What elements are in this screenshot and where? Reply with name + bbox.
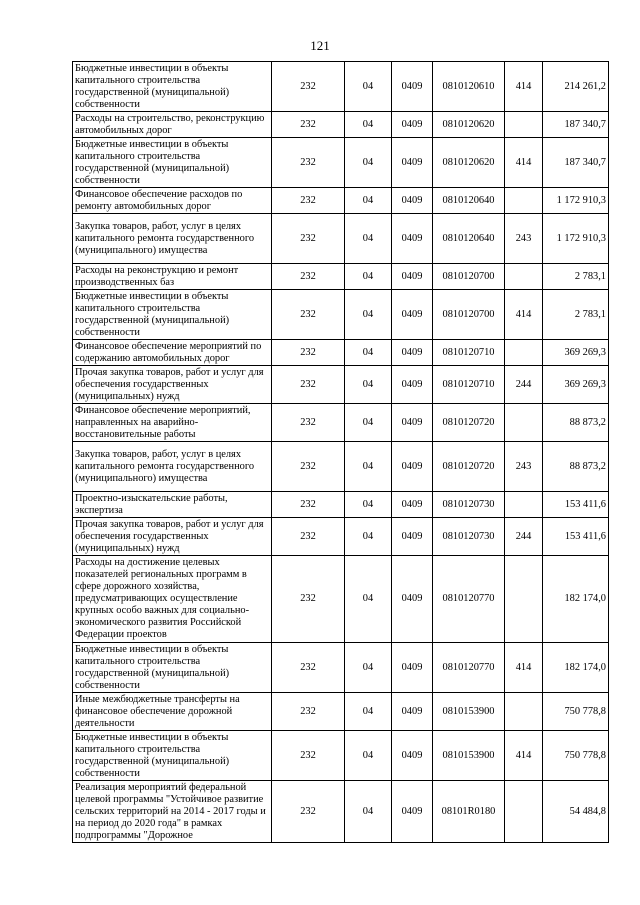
admin-code: 232: [272, 264, 345, 290]
target-article-code: 0810120700: [433, 264, 505, 290]
subsection-code: 0409: [392, 112, 433, 138]
expense-type-code: 243: [505, 442, 543, 492]
table-row: [73, 366, 609, 404]
row-name: Закупка товаров, работ, услуг в целях капитального ремонта государственного (муниципального) имущества: [73, 214, 272, 264]
amount: 153 411,6: [543, 518, 609, 556]
row-name: Прочая закупка товаров, работ и услуг для обеспечения государственных (муниципальных) нужд: [73, 518, 272, 556]
target-article-code: 0810120730: [433, 492, 505, 518]
expense-type-code: 244: [505, 518, 543, 556]
expense-type-code: [505, 781, 543, 843]
subsection-code: 0409: [392, 340, 433, 366]
section-code: 04: [345, 264, 392, 290]
amount: 88 873,2: [543, 404, 609, 442]
subsection-code: 0409: [392, 404, 433, 442]
target-article-code: 0810120720: [433, 404, 505, 442]
expense-type-code: 414: [505, 138, 543, 188]
section-code: 04: [345, 138, 392, 188]
subsection-code: 0409: [392, 781, 433, 843]
row-name: Расходы на реконструкцию и ремонт производственных баз: [73, 264, 272, 290]
row-name: Иные межбюджетные трансферты на финансовое обеспечение дорожной деятельности: [73, 693, 272, 731]
table-row: [73, 731, 609, 781]
row-name: Бюджетные инвестиции в объекты капитального строительства государственной (муниципальной) собственности: [73, 62, 272, 112]
target-article-code: 0810120770: [433, 556, 505, 643]
subsection-code: 0409: [392, 492, 433, 518]
amount: 369 269,3: [543, 340, 609, 366]
section-code: 04: [345, 731, 392, 781]
admin-code: 232: [272, 492, 345, 518]
amount: 182 174,0: [543, 556, 609, 643]
target-article-code: 0810120710: [433, 366, 505, 404]
amount: 369 269,3: [543, 366, 609, 404]
expense-type-code: [505, 112, 543, 138]
expense-type-code: 414: [505, 643, 543, 693]
target-article-code: 0810120720: [433, 442, 505, 492]
admin-code: 232: [272, 62, 345, 112]
row-name: Финансовое обеспечение расходов по ремонту автомобильных дорог: [73, 188, 272, 214]
section-code: 04: [345, 340, 392, 366]
table-row: [73, 188, 609, 214]
section-code: 04: [345, 112, 392, 138]
target-article-code: 0810120730: [433, 518, 505, 556]
admin-code: 232: [272, 366, 345, 404]
admin-code: 232: [272, 442, 345, 492]
amount: 187 340,7: [543, 112, 609, 138]
expense-type-code: [505, 340, 543, 366]
expense-type-code: 243: [505, 214, 543, 264]
expense-type-code: [505, 693, 543, 731]
target-article-code: 0810120640: [433, 214, 505, 264]
amount: 1 172 910,3: [543, 188, 609, 214]
row-name: Бюджетные инвестиции в объекты капитального строительства государственной (муниципальной) собственности: [73, 138, 272, 188]
page-number: 121: [310, 38, 330, 53]
admin-code: 232: [272, 290, 345, 340]
target-article-code: 08101R0180: [433, 781, 505, 843]
target-article-code: 0810120770: [433, 643, 505, 693]
table-row: [73, 62, 609, 112]
section-code: 04: [345, 404, 392, 442]
section-code: 04: [345, 693, 392, 731]
amount: 88 873,2: [543, 442, 609, 492]
amount: 153 411,6: [543, 492, 609, 518]
table-row: [73, 518, 609, 556]
section-code: 04: [345, 366, 392, 404]
subsection-code: 0409: [392, 442, 433, 492]
admin-code: 232: [272, 340, 345, 366]
section-code: 04: [345, 442, 392, 492]
admin-code: 232: [272, 731, 345, 781]
section-code: 04: [345, 214, 392, 264]
amount: 1 172 910,3: [543, 214, 609, 264]
row-name: Проектно-изыскательские работы, экспертиза: [73, 492, 272, 518]
table-row: [73, 781, 609, 843]
table-row: [73, 556, 609, 643]
subsection-code: 0409: [392, 518, 433, 556]
table-row: [73, 492, 609, 518]
row-name: Бюджетные инвестиции в объекты капитального строительства государственной (муниципальной) собственности: [73, 731, 272, 781]
subsection-code: 0409: [392, 366, 433, 404]
row-name: Бюджетные инвестиции в объекты капитального строительства государственной (муниципальной) собственности: [73, 290, 272, 340]
admin-code: 232: [272, 112, 345, 138]
table-row: [73, 442, 609, 492]
admin-code: 232: [272, 214, 345, 264]
amount: 750 778,8: [543, 693, 609, 731]
target-article-code: 0810120640: [433, 188, 505, 214]
amount: 182 174,0: [543, 643, 609, 693]
expense-type-code: [505, 264, 543, 290]
subsection-code: 0409: [392, 290, 433, 340]
subsection-code: 0409: [392, 214, 433, 264]
amount: 187 340,7: [543, 138, 609, 188]
expense-type-code: [505, 492, 543, 518]
table-row: [73, 404, 609, 442]
subsection-code: 0409: [392, 188, 433, 214]
subsection-code: 0409: [392, 643, 433, 693]
subsection-code: 0409: [392, 62, 433, 112]
table-row: [73, 214, 609, 264]
admin-code: 232: [272, 518, 345, 556]
subsection-code: 0409: [392, 693, 433, 731]
amount: 750 778,8: [543, 731, 609, 781]
subsection-code: 0409: [392, 264, 433, 290]
row-name: Расходы на достижение целевых показателей региональных программ в сфере дорожного хозяйства, предусматривающих осуществление крупных особо важных для социально-экономического развития Российской Федерации проектов: [73, 556, 272, 643]
section-code: 04: [345, 188, 392, 214]
admin-code: 232: [272, 138, 345, 188]
table-row: [73, 643, 609, 693]
section-code: 04: [345, 290, 392, 340]
expense-type-code: [505, 404, 543, 442]
target-article-code: 0810153900: [433, 731, 505, 781]
expense-type-code: [505, 188, 543, 214]
admin-code: 232: [272, 188, 345, 214]
row-name: Бюджетные инвестиции в объекты капитального строительства государственной (муниципальной) собственности: [73, 643, 272, 693]
budget-table: [72, 61, 609, 843]
expense-type-code: 414: [505, 731, 543, 781]
section-code: 04: [345, 643, 392, 693]
admin-code: 232: [272, 556, 345, 643]
expense-type-code: [505, 556, 543, 643]
row-name: Финансовое обеспечение мероприятий, направленных на аварийно-восстановительные работы: [73, 404, 272, 442]
table-row: [73, 138, 609, 188]
row-name: Реализация мероприятий федеральной целевой программы "Устойчивое развитие сельских территорий на 2014 - 2017 годы и на период до 2020 года" в рамках подпрограммы "Дорожное: [73, 781, 272, 843]
table-row: [73, 693, 609, 731]
row-name: Прочая закупка товаров, работ и услуг для обеспечения государственных (муниципальных) нужд: [73, 366, 272, 404]
target-article-code: 0810153900: [433, 693, 505, 731]
amount: 54 484,8: [543, 781, 609, 843]
section-code: 04: [345, 518, 392, 556]
amount: 214 261,2: [543, 62, 609, 112]
table-row: [73, 264, 609, 290]
table-row: [73, 112, 609, 138]
target-article-code: 0810120700: [433, 290, 505, 340]
admin-code: 232: [272, 643, 345, 693]
expense-type-code: 414: [505, 290, 543, 340]
row-name: Закупка товаров, работ, услуг в целях капитального ремонта государственного (муниципального) имущества: [73, 442, 272, 492]
table-row: [73, 290, 609, 340]
subsection-code: 0409: [392, 731, 433, 781]
section-code: 04: [345, 556, 392, 643]
admin-code: 232: [272, 404, 345, 442]
expense-type-code: 414: [505, 62, 543, 112]
target-article-code: 0810120620: [433, 138, 505, 188]
subsection-code: 0409: [392, 556, 433, 643]
section-code: 04: [345, 492, 392, 518]
target-article-code: 0810120610: [433, 62, 505, 112]
admin-code: 232: [272, 693, 345, 731]
amount: 2 783,1: [543, 290, 609, 340]
table-row: [73, 340, 609, 366]
row-name: Расходы на строительство, реконструкцию автомобильных дорог: [73, 112, 272, 138]
target-article-code: 0810120620: [433, 112, 505, 138]
section-code: 04: [345, 62, 392, 112]
target-article-code: 0810120710: [433, 340, 505, 366]
expense-type-code: 244: [505, 366, 543, 404]
subsection-code: 0409: [392, 138, 433, 188]
row-name: Финансовое обеспечение мероприятий по содержанию автомобильных дорог: [73, 340, 272, 366]
admin-code: 232: [272, 781, 345, 843]
section-code: 04: [345, 781, 392, 843]
amount: 2 783,1: [543, 264, 609, 290]
